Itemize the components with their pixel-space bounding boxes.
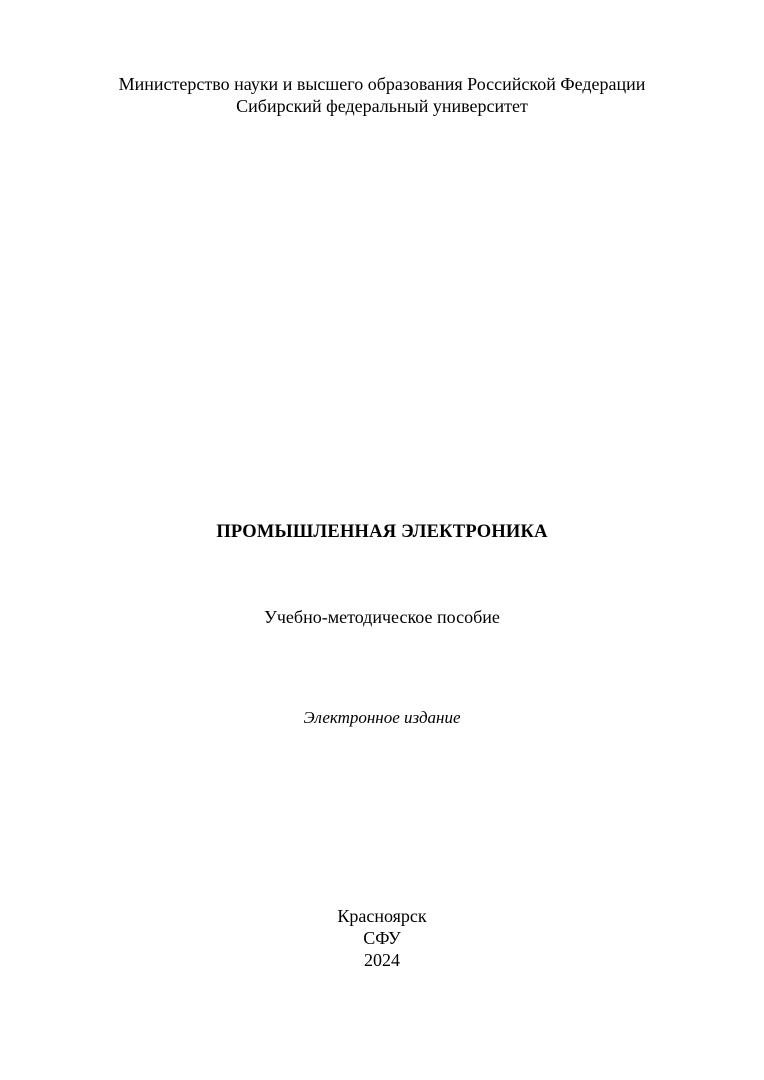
document-title: ПРОМЫШЛЕННАЯ ЭЛЕКТРОНИКА	[216, 522, 548, 542]
edition-note: Электронное издание	[303, 708, 461, 727]
ministry-name: Министерство науки и высшего образования Российской Федерации	[118, 74, 646, 94]
imprint-year: 2024	[364, 950, 400, 970]
imprint-publisher: СФУ	[363, 928, 401, 948]
university-name: Сибирский федеральный университет	[236, 96, 528, 116]
imprint-city: Красноярск	[337, 906, 427, 926]
document-subtitle: Учебно-методическое пособие	[264, 607, 500, 627]
